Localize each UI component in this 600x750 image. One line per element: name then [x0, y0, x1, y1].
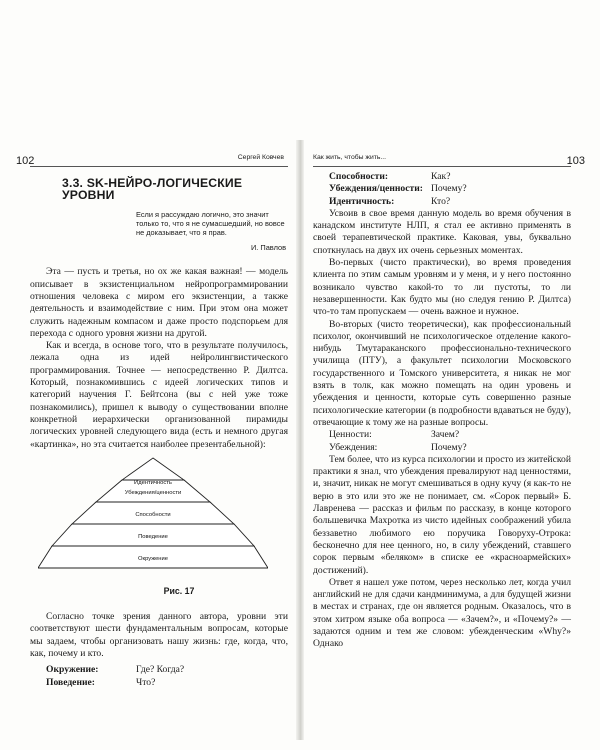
question-value: Как? [431, 171, 451, 182]
page-number: 103 [566, 154, 585, 167]
epigraph-author: И. Павлов [250, 243, 286, 253]
question-row [313, 183, 571, 195]
question-value: Почему? [431, 183, 467, 195]
question-row [313, 442, 571, 454]
question-label: Поведение: [46, 676, 95, 688]
question-row [313, 196, 571, 208]
epigraph [136, 210, 288, 253]
left-page [16, 150, 288, 740]
left-running-head [16, 150, 288, 167]
question-table [313, 171, 571, 208]
paragraph: Тем более, что из курса психологии и просто из житейской практики я знал, что убеждения превалируют над ценностями, и, значит, никак не могут смешиваться в одну кучу (я как-то не верю в это или это же не понимает, см. «Сорок первый» Б. Лавренева — рассказ и фильм по рассказу, в конце которого большевичка Махротка из чисто идейных соображений убила беззаветно любимого ею поручика Говоруху-Отрока: бесконечно для нее ценного, но, в силу убеждений, ставшего сорок первым «беляком» в списке ее «красноармейских» достижений). [313, 453, 571, 576]
question-row [30, 677, 288, 689]
paragraph: Эта — пусть и третья, но ох же какая важная! — модель описывает в экзистенциальном нейропрограммировании отношения человека с миром его экзистенции, а также деятельность и взаимодействие с ним. При этом она может служить надежным компасом и даже просто подспорьем для перехода с одного уровня жизни на другой. [30, 266, 288, 339]
running-title: Сергей Ковчев [237, 153, 284, 161]
pyramid-label: Идентичность [134, 479, 172, 486]
question-value: Зачем? [431, 429, 460, 441]
question-label: Окружение: [46, 664, 99, 676]
pyramid-figure [30, 456, 288, 591]
question-table [313, 429, 571, 454]
question-value: Почему? [431, 441, 467, 453]
question-row [313, 171, 571, 183]
pyramid-label: Поведение [138, 533, 168, 540]
pyramid-label: Убеждения/ценности [124, 489, 182, 496]
question-label: Способности: [329, 171, 389, 182]
pyramid-label: Окружение [138, 555, 168, 562]
paragraph: Согласно точке зрения данного автора, уровни эти соответствуют шести фундаментальным вопросам, которые мы задаем, чтобы организовать нашу жизнь: где, когда, что, как, почему и кто. [30, 611, 288, 660]
book-gutter [296, 140, 304, 740]
section-title: 3.3. SK-НЕЙРО-ЛОГИЧЕСКИЕ УРОВНИ [62, 176, 243, 203]
question-label: Ценности: [329, 429, 372, 441]
paragraph: Ответ я нашел уже потом, через несколько лет, когда учил английский не для сдачи кандминимума, а для будущей жизни в местах и странах, где он является родным. Оказалось, что в этом хитром языке оба вопроса — «Зачем?», и «Почему?» — задаются одним и тем же словом: убежденческим «Why?» Однако [313, 576, 571, 650]
page-number: 102 [16, 154, 35, 167]
question-table [30, 664, 288, 689]
question-value: Что? [136, 676, 156, 688]
pyramid-label: Способности [135, 511, 171, 518]
question-label: Убеждения/ценности: [329, 183, 423, 195]
right-running-head [313, 150, 585, 167]
paragraph: Усвоив в свое время данную модель во время обучения в канадском институте НЛП, я стал ее активно применять в своей терапевтической практике. Каковая, увы, буквально споткнулась на двух их очень серьезных моментах. [313, 207, 571, 256]
question-label: Убеждения: [329, 441, 378, 453]
figure-caption: Рис. 17 [163, 585, 195, 596]
question-label: Идентичность: [329, 195, 395, 207]
question-row [30, 664, 288, 676]
paragraph: Как и всегда, в основе того, что в результате получилось, лежала одна из идей нейролингвистического программирования. Точнее — непосредственно Р. Дилтса. Который, познакомившись с идеей логических типов и категорий научения Г. Бейтсона (вы с ней уже тоже познакомились), пришел к выводу о существовании вполне конкретной иерархически организованной пирамиды логических уровней следующего вида (есть и немного другая «картинка», но эта считается наиболее презентабельной): [30, 340, 288, 450]
epigraph-text: Если я рассуждаю логично, это значит только то, что я не сумасшедший, но вовсе не доказывает, что я прав. [136, 209, 285, 237]
question-row [313, 429, 571, 441]
question-value: Кто? [431, 195, 451, 207]
pyramid-tier [122, 458, 184, 480]
running-title: Как жить, чтобы жить... [313, 153, 387, 161]
question-value: Где? Когда? [136, 664, 185, 676]
paragraph: Во-вторых (чисто теоретически), как профессиональный психолог, окончивший не психологическое отделение какого-нибудь Тмутараканского профессионально-технического училища (ПТУ), а факультет психологии Московского государственного и Томского университета, я никак не мог взять в толк, как можно помещать на один уровень и убеждения и ценности, которые суть совершенно разные психологические категории (в подробности вдаваться не буду), отвечающие к тому же на разные вопросы. [313, 318, 571, 428]
pyramid-diagram [38, 456, 268, 582]
paragraph: Во-первых (чисто практически), во время проведения клиента по этим самым уровням и у меня, и у него постоянно возникало чувство какой-то то ли пустоты, то ли незавершенности. Как будто мы (но следуя гению Р. Дилтса) что-то там пропускаем — очень важное и нужное. [313, 257, 571, 318]
right-page [313, 150, 585, 740]
